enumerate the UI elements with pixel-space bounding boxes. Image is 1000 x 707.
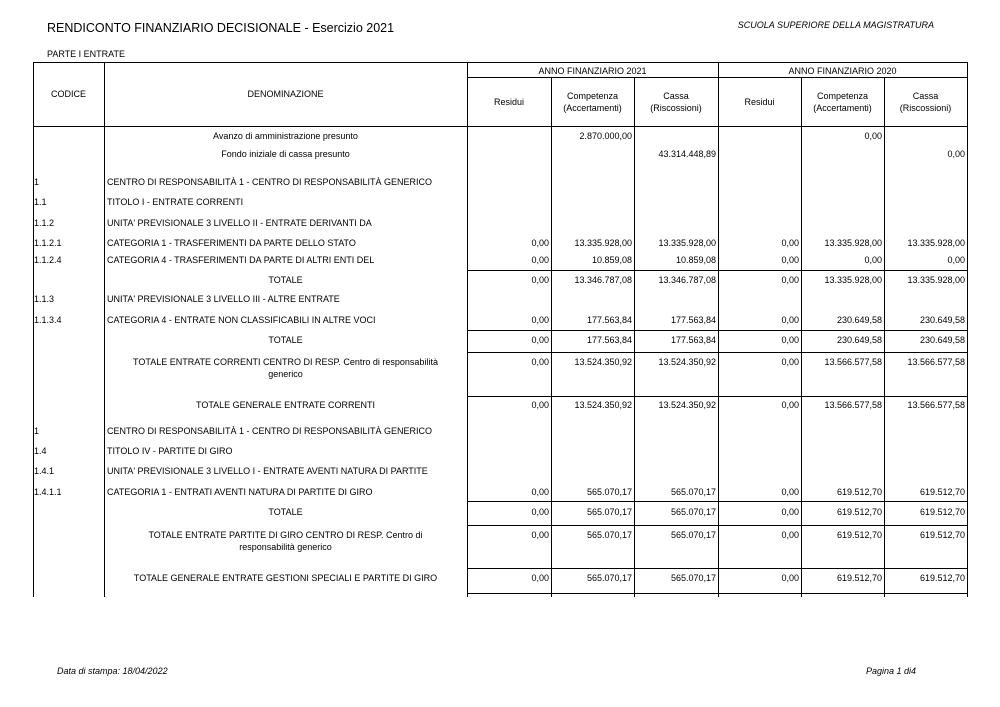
row-code: 1.1.3.4 (34, 315, 62, 325)
row-code: 1 (34, 177, 40, 187)
cell-cassa-2020: 13.335.928,00 (907, 275, 965, 285)
total-rule (467, 396, 967, 397)
row-name: TOTALE GENERALE ENTRATE CORRENTI (195, 400, 376, 410)
cell-residui-2021: 0,00 (531, 335, 549, 345)
cell-residui-2021: 0,00 (531, 530, 549, 540)
row-name-continued: responsabilità generico (239, 542, 332, 552)
row-name: Fondo iniziale di cassa presunto (221, 149, 350, 159)
cell-cassa-2020: 13.566.577,58 (907, 400, 965, 410)
row-name: CATEGORIA 4 - TRASFERIMENTI DA PARTE DI ALTRI ENTI DEL (107, 255, 375, 265)
total-rule (467, 568, 967, 569)
cell-cassa-2021: 13.335.928,00 (658, 238, 716, 248)
cell-cassa-2021: 565.070,17 (670, 530, 716, 540)
cell-competenza-2020: 619.512,70 (836, 487, 882, 497)
cell-residui-2021: 0,00 (531, 507, 549, 517)
accertamenti-header-2021: (Accertamenti) (563, 103, 622, 113)
row-name: CENTRO DI RESPONSABILITÀ 1 - CENTRO DI RESPONSABILITÀ GENERICO (107, 177, 433, 187)
cell-residui-2021: 0,00 (531, 400, 549, 410)
accertamenti-header-2020: (Accertamenti) (813, 103, 872, 113)
row-name: UNITA' PREVISIONALE 3 LIVELLO III - ALTRE ENTRATE (107, 294, 340, 304)
cell-competenza-2021: 2.870.000,00 (579, 131, 632, 141)
row-name: UNITA' PREVISIONALE 3 LIVELLO II - ENTRATE DERIVANTI DA (107, 218, 372, 228)
row-name: TOTALE GENERALE ENTRATE GESTIONI SPECIALI E PARTITE DI GIRO (133, 573, 438, 583)
cell-cassa-2021: 43.314.448,89 (658, 149, 716, 159)
year-2020-header: ANNO FINANZIARIO 2020 (788, 66, 897, 76)
total-rule (467, 330, 967, 331)
riscossioni-header-2021: (Riscossioni) (650, 103, 702, 113)
cell-competenza-2020: 13.566.577,58 (824, 357, 882, 367)
cell-residui-2020: 0,00 (781, 275, 799, 285)
row-code: 1.4.1 (34, 466, 55, 476)
cell-residui-2021: 0,00 (531, 357, 549, 367)
cell-competenza-2021: 13.524.350,92 (574, 400, 632, 410)
cell-residui-2021: 0,00 (531, 573, 549, 583)
competenza-header-2021: Competenza (566, 91, 619, 101)
cell-competenza-2021: 177.563,84 (586, 315, 632, 325)
cell-cassa-2021: 13.524.350,92 (658, 357, 716, 367)
residui-header-2021: Residui (493, 97, 524, 107)
row-name-continued: generico (268, 369, 303, 379)
cell-cassa-2021: 565.070,17 (670, 573, 716, 583)
cell-residui-2020: 0,00 (781, 487, 799, 497)
cell-competenza-2020: 0,00 (864, 131, 882, 141)
table-border-top (33, 62, 967, 63)
cell-residui-2020: 0,00 (781, 238, 799, 248)
cell-residui-2021: 0,00 (531, 255, 549, 265)
cell-competenza-2021: 10.859,08 (591, 255, 632, 265)
cell-residui-2020: 0,00 (781, 255, 799, 265)
cell-cassa-2020: 230.649,58 (919, 315, 965, 325)
print-date: Data di stampa: 18/04/2022 (57, 666, 168, 676)
column-line (967, 62, 968, 597)
institution-name: SCUOLA SUPERIORE DELLA MAGISTRATURA (737, 20, 934, 30)
year-2021-header: ANNO FINANZIARIO 2021 (538, 66, 647, 76)
cell-competenza-2020: 230.649,58 (836, 315, 882, 325)
cell-cassa-2020: 619.512,70 (919, 573, 965, 583)
cell-cassa-2021: 565.070,17 (670, 507, 716, 517)
codice-header: CODICE (50, 89, 86, 99)
cell-competenza-2021: 565.070,17 (586, 507, 632, 517)
cell-residui-2020: 0,00 (781, 315, 799, 325)
cell-competenza-2021: 565.070,17 (586, 573, 632, 583)
row-name: TOTALE (268, 335, 303, 345)
cell-cassa-2021: 10.859,08 (675, 255, 716, 265)
row-name: TOTALE (268, 275, 303, 285)
cell-competenza-2020: 619.512,70 (836, 530, 882, 540)
cell-residui-2020: 0,00 (781, 530, 799, 540)
cell-cassa-2020: 0,00 (947, 255, 965, 265)
cell-residui-2021: 0,00 (531, 238, 549, 248)
cell-residui-2021: 0,00 (531, 487, 549, 497)
cell-competenza-2020: 13.566.577,58 (824, 400, 882, 410)
row-name: TITOLO IV - PARTITE DI GIRO (107, 446, 233, 456)
row-name: Avanzo di amministrazione presunto (213, 131, 358, 141)
cell-cassa-2020: 619.512,70 (919, 487, 965, 497)
cell-competenza-2021: 13.346.787,08 (574, 275, 632, 285)
cell-competenza-2020: 230.649,58 (836, 335, 882, 345)
total-rule (467, 525, 967, 526)
row-name: TITOLO I - ENTRATE CORRENTI (107, 197, 244, 207)
row-code: 1.1.3 (34, 294, 55, 304)
cell-residui-2020: 0,00 (781, 573, 799, 583)
row-name: UNITA' PREVISIONALE 3 LIVELLO I - ENTRATE AVENTI NATURA DI PARTITE (107, 466, 428, 476)
row-name: CATEGORIA 1 - TRASFERIMENTI DA PARTE DELLO STATO (107, 238, 356, 248)
cell-competenza-2021: 565.070,17 (586, 487, 632, 497)
row-name: CATEGORIA 1 - ENTRATI AVENTI NATURA DI PARTITE DI GIRO (107, 487, 373, 497)
row-name: CENTRO DI RESPONSABILITÀ 1 - CENTRO DI RESPONSABILITÀ GENERICO (107, 426, 433, 436)
total-rule (467, 352, 967, 353)
competenza-header-2020: Competenza (816, 91, 869, 101)
total-rule (467, 501, 967, 502)
cell-cassa-2020: 13.335.928,00 (907, 238, 965, 248)
section-label: PARTE I ENTRATE (47, 49, 126, 59)
page-number: Pagina 1 di4 (865, 666, 916, 676)
year-header-divider (467, 77, 967, 78)
cell-residui-2020: 0,00 (781, 400, 799, 410)
cell-residui-2020: 0,00 (781, 507, 799, 517)
row-name: TOTALE (268, 507, 303, 517)
residui-header-2020: Residui (744, 97, 775, 107)
cell-cassa-2021: 13.524.350,92 (658, 400, 716, 410)
cell-cassa-2020: 619.512,70 (919, 507, 965, 517)
row-name: TOTALE ENTRATE CORRENTI CENTRO DI RESP. Centro di responsabilità (133, 357, 438, 367)
row-code: 1.1.2.1 (34, 238, 62, 248)
cell-cassa-2021: 13.346.787,08 (658, 275, 716, 285)
cell-competenza-2021: 13.524.350,92 (574, 357, 632, 367)
cell-cassa-2021: 177.563,84 (670, 335, 716, 345)
total-rule (467, 270, 967, 271)
row-code: 1.4.1.1 (34, 487, 62, 497)
cell-residui-2020: 0,00 (781, 357, 799, 367)
cell-competenza-2020: 619.512,70 (836, 573, 882, 583)
cell-cassa-2020: 0,00 (947, 149, 965, 159)
cell-competenza-2021: 13.335.928,00 (574, 238, 632, 248)
header-bottom-line (33, 126, 967, 127)
row-name: CATEGORIA 4 - ENTRATE NON CLASSIFICABILI IN ALTRE VOCI (107, 315, 376, 325)
row-code: 1.4 (34, 446, 47, 456)
cell-competenza-2020: 619.512,70 (836, 507, 882, 517)
denominazione-header: DENOMINAZIONE (247, 89, 324, 99)
row-code: 1.1.2.4 (34, 255, 62, 265)
cell-competenza-2020: 13.335.928,00 (824, 275, 882, 285)
row-code: 1.1 (34, 197, 47, 207)
cell-residui-2021: 0,00 (531, 275, 549, 285)
cell-residui-2020: 0,00 (781, 335, 799, 345)
row-code: 1 (34, 426, 40, 436)
cassa-header-2020: Cassa (912, 91, 939, 101)
cell-competenza-2021: 177.563,84 (586, 335, 632, 345)
cell-competenza-2020: 13.335.928,00 (824, 238, 882, 248)
cell-cassa-2021: 565.070,17 (670, 487, 716, 497)
cell-cassa-2020: 13.566.577,58 (907, 357, 965, 367)
cassa-header-2021: Cassa (663, 91, 689, 101)
cell-cassa-2021: 177.563,84 (670, 315, 716, 325)
cell-competenza-2020: 0,00 (864, 255, 882, 265)
cell-cassa-2020: 230.649,58 (919, 335, 965, 345)
column-line (33, 62, 34, 597)
cell-residui-2021: 0,00 (531, 315, 549, 325)
total-rule (467, 593, 967, 594)
cell-cassa-2020: 619.512,70 (919, 530, 965, 540)
riscossioni-header-2020: (Riscossioni) (899, 103, 952, 113)
row-name: TOTALE ENTRATE PARTITE DI GIRO CENTRO DI RESP. Centro di (148, 530, 423, 540)
row-code: 1.1.2 (34, 218, 55, 228)
report-title: RENDICONTO FINANZIARIO DECISIONALE - Esercizio 2021 (47, 21, 395, 35)
cell-competenza-2021: 565.070,17 (586, 530, 632, 540)
